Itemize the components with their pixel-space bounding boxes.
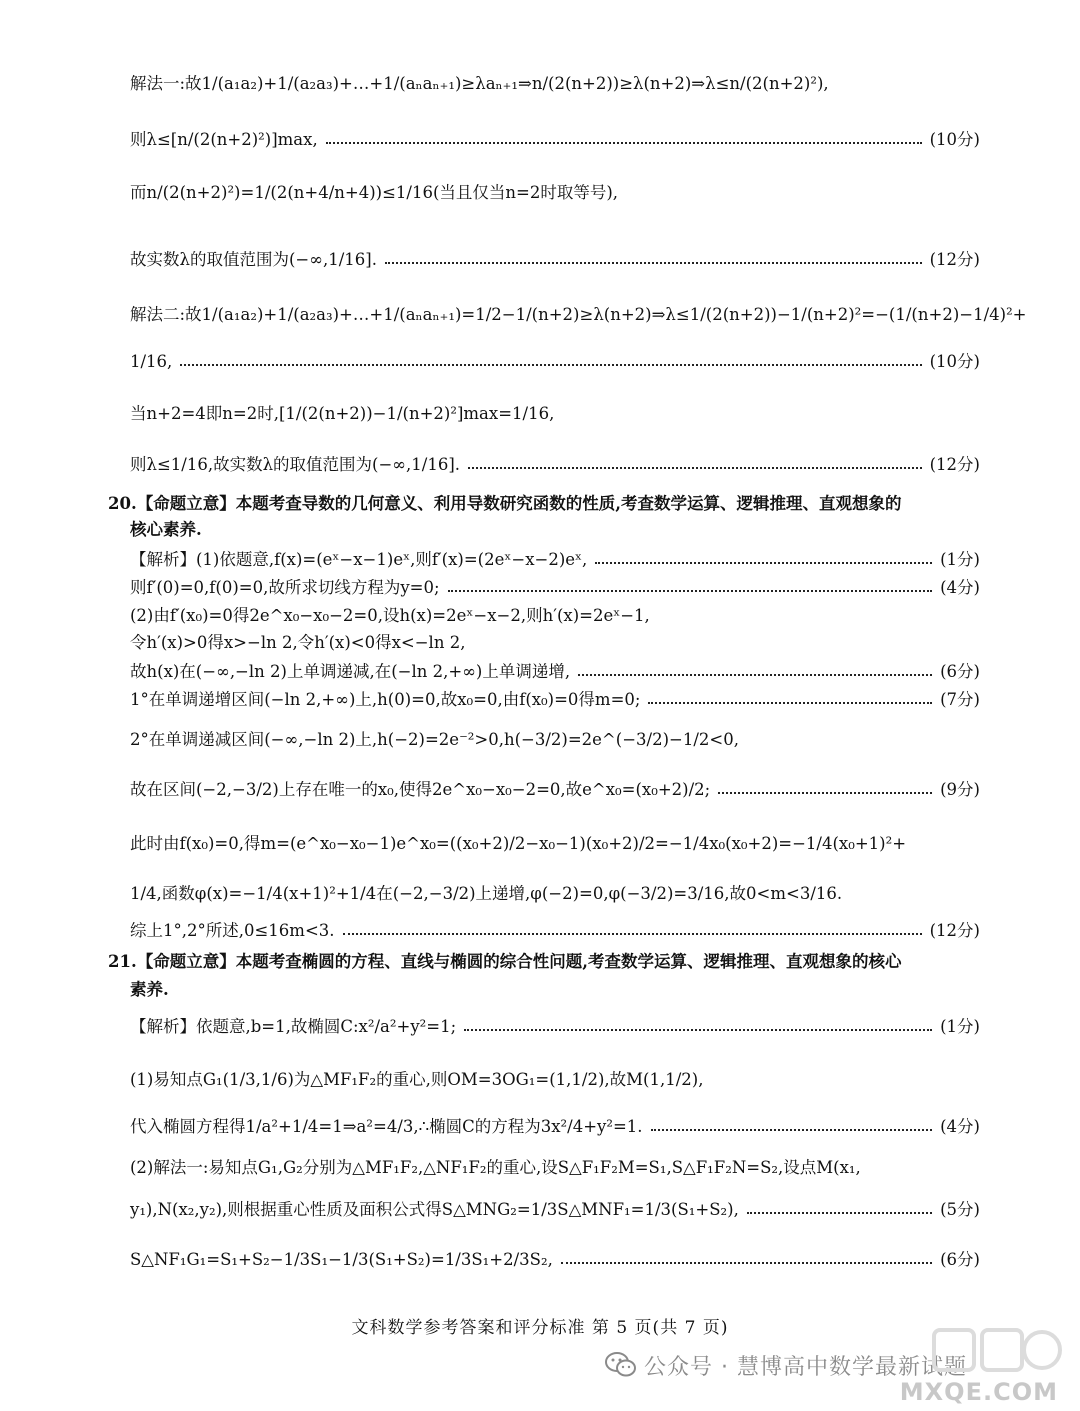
- section-heading: 21.【命题立意】本题考查椭圆的方程、直线与椭圆的综合性问题,考查数学运算、逻辑推理、直观想象的核心: [108, 952, 902, 971]
- text-line: 解法一:故1/(a₁a₂)+1/(a₂a₃)+…+1/(aₙaₙ₊₁)≥λaₙ₊₁⇒n/(2(n+2))≥λ(n+2)⇒λ≤n/(2(n+2)²),: [130, 74, 829, 93]
- score-label: (1分): [940, 550, 980, 569]
- page-footer: 文科数学参考答案和评分标准 第 5 页(共 7 页): [351, 1318, 729, 1338]
- section-heading: 20.【命题立意】本题考查导数的几何意义、利用导数研究函数的性质,考查数学运算、逻辑推理、直观想象的: [108, 494, 902, 513]
- watermark-text: 公众号 · 慧博高中数学最新试题: [644, 1354, 967, 1380]
- score-label: (4分): [940, 578, 980, 597]
- text-line: 【解析】(1)依题意,f(x)=(eˣ−x−1)eˣ,则f′(x)=(2eˣ−x−2)eˣ, (1分): [130, 550, 980, 569]
- watermark: [604, 1348, 967, 1382]
- score-label: (5分): [940, 1200, 980, 1219]
- text-line: 令h′(x)>0得x>−ln 2,令h′(x)<0得x<−ln 2,: [130, 633, 466, 652]
- text-line: 解法二:故1/(a₁a₂)+1/(a₂a₃)+…+1/(aₙaₙ₊₁)=1/2−1/(n+2)≥λ(n+2)⇒λ≤1/(2(n+2))−1/(n+2)²=−(1/(n+2)−1/4)²+: [130, 305, 1027, 324]
- text-line: 1/16, (10分): [130, 352, 980, 371]
- wechat-icon: [604, 1348, 638, 1382]
- text-line: 当n+2=4即n=2时,[1/(2(n+2))−1/(n+2)²]max=1/16,: [130, 404, 555, 423]
- text-line: 则λ≤[n/(2(n+2)²)]max, (10分): [130, 130, 980, 149]
- score-label: (4分): [940, 1117, 980, 1136]
- text-line: 【解析】依题意,b=1,故椭圆C:x²/a²+y²=1; (1分): [130, 1017, 980, 1036]
- text-line: 而n/(2(n+2)²)=1/(2(n+4/n+4))≤1/16(当且仅当n=2时取等号),: [130, 183, 619, 202]
- text-line: 1/4,函数φ(x)=−1/4(x+1)²+1/4在(−2,−3/2)上递增,φ(−2)=0,φ(−3/2)=3/16,故0<m<3/16.: [130, 884, 843, 903]
- text-line: 故实数λ的取值范围为(−∞,1/16]. (12分): [130, 250, 980, 269]
- score-label: (12分): [929, 455, 980, 474]
- text-line: 1°在单调递增区间(−ln 2,+∞)上,h(0)=0,故x₀=0,由f(x₀)=0得m=0; (7分): [130, 690, 980, 709]
- score-label: (12分): [929, 250, 980, 269]
- text-line: (2)解法一:易知点G₁,G₂分别为△MF₁F₂,△NF₁F₂的重心,设S△F₁F₂M=S₁,S△F₁F₂N=S₂,设点M(x₁,: [130, 1158, 861, 1177]
- text-line: 代入椭圆方程得1/a²+1/4=1⇒a²=4/3,∴椭圆C的方程为3x²/4+y²=1. (4分): [130, 1117, 980, 1136]
- score-label: (10分): [929, 130, 980, 149]
- score-label: (12分): [929, 921, 980, 940]
- score-label: (6分): [940, 1250, 980, 1269]
- score-label: (7分): [940, 690, 980, 709]
- text-line: 则f′(0)=0,f(0)=0,故所求切线方程为y=0; (4分): [130, 578, 980, 597]
- text-line: 此时由f(x₀)=0,得m=(e^x₀−x₀−1)e^x₀=((x₀+2)/2−x₀−1)(x₀+2)/2=−1/4x₀(x₀+2)=−1/4(x₀+1)²+: [130, 834, 907, 853]
- score-label: (9分): [940, 780, 980, 799]
- text-line: 综上1°,2°所述,0≤16m<3. (12分): [130, 921, 980, 940]
- text-line: 2°在单调递减区间(−∞,−ln 2)上,h(−2)=2e⁻²>0,h(−3/2)=2e^(−3/2)−1/2<0,: [130, 730, 739, 749]
- text-line: S△NF₁G₁=S₁+S₂−1/3S₁−1/3(S₁+S₂)=1/3S₁+2/3S₂, (6分): [130, 1250, 980, 1269]
- text-line: 素养.: [130, 980, 169, 999]
- score-label: (1分): [940, 1017, 980, 1036]
- text-line: 故h(x)在(−∞,−ln 2)上单调递减,在(−ln 2,+∞)上单调递增, (6分): [130, 662, 980, 681]
- text-line: (2)由f′(x₀)=0得2e^x₀−x₀−2=0,设h(x)=2eˣ−x−2,则h′(x)=2eˣ−1,: [130, 606, 650, 625]
- text-line: y₁),N(x₂,y₂),则根据重心性质及面积公式得S△MNG₂=1/3S△MNF₁=1/3(S₁+S₂), (5分): [130, 1200, 980, 1219]
- text-line: 则λ≤1/16,故实数λ的取值范围为(−∞,1/16]. (12分): [130, 455, 980, 474]
- text-line: 故在区间(−2,−3/2)上存在唯一的x₀,使得2e^x₀−x₀−2=0,故e^x₀=(x₀+2)/2; (9分): [130, 780, 980, 799]
- brand-text: MXQE.COM: [899, 1378, 1058, 1406]
- text-line: (1)易知点G₁(1/3,1/6)为△MF₁F₂的重心,则OM=3OG₁=(1,1/2),故M(1,1/2),: [130, 1070, 704, 1089]
- score-label: (6分): [940, 662, 980, 681]
- text-line: 核心素养.: [130, 520, 202, 539]
- score-label: (10分): [929, 352, 980, 371]
